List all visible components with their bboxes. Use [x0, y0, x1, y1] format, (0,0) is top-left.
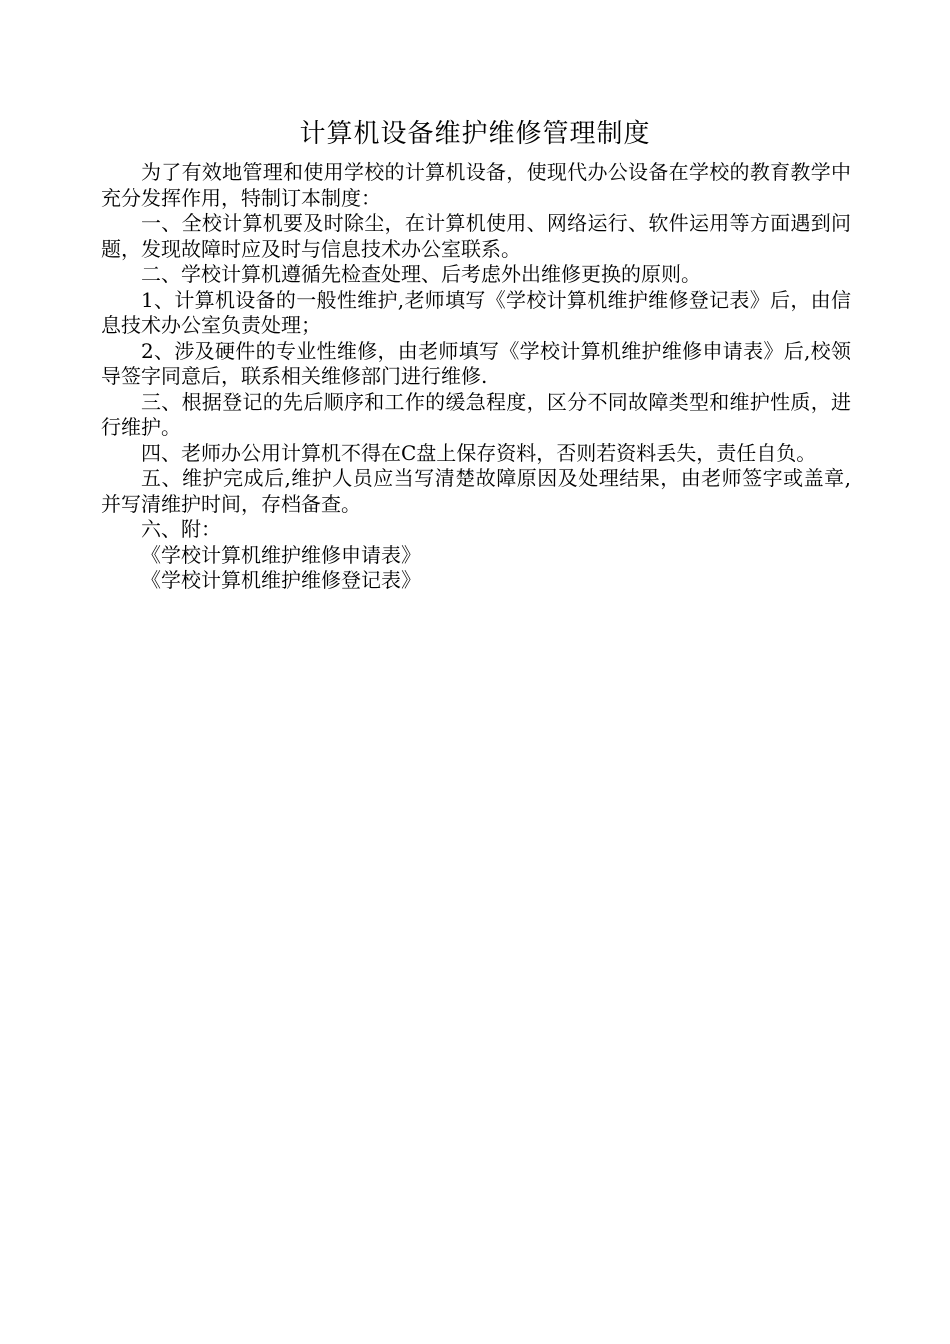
- paragraph-rule-2: 二、学校计算机遵循先检查处理、后考虑外出维修更换的原则。: [141, 262, 701, 286]
- paragraph-rule-2-item-2: 2、涉及硬件的专业性维修，由老师填写《学校计算机维护维修申请表》后,校领导签字同意后，联系相关维修部门进行维修.: [101, 338, 851, 388]
- paragraph-rule-6: 六、附：: [141, 517, 221, 541]
- attachment-application-form: 《学校计算机维护维修申请表》: [141, 542, 421, 567]
- paragraph-intro: 为了有效地管理和使用学校的计算机设备，使现代办公设备在学校的教育教学中充分发挥作用，特制订本制度：: [101, 160, 851, 210]
- paragraph-rule-4: 四、老师办公用计算机不得在C盘上保存资料，否则若资料丢失，责任自负。: [141, 440, 817, 465]
- paragraph-rule-5: 五、维护完成后,维护人员应当写清楚故障原因及处理结果，由老师签字或盖章,并写清维护时间，存档备查。: [101, 466, 851, 516]
- paragraph-rule-3: 三、根据登记的先后顺序和工作的缓急程度，区分不同故障类型和维护性质，进行维护。: [101, 389, 851, 439]
- attachment-registration-form: 《学校计算机维护维修登记表》: [141, 568, 421, 592]
- paragraph-rule-2-item-1: 1、计算机设备的一般性维护,老师填写《学校计算机维护维修登记表》后，由信息技术办公室负责处理；: [101, 287, 851, 337]
- document-body: [101, 160, 851, 594]
- page-title: 计算机设备维护维修管理制度: [299, 119, 651, 149]
- paragraph-rule-1: 一、全校计算机要及时除尘，在计算机使用、网络运行、软件运用等方面遇到问题，发现故障时应及时与信息技术办公室联系。: [101, 211, 851, 261]
